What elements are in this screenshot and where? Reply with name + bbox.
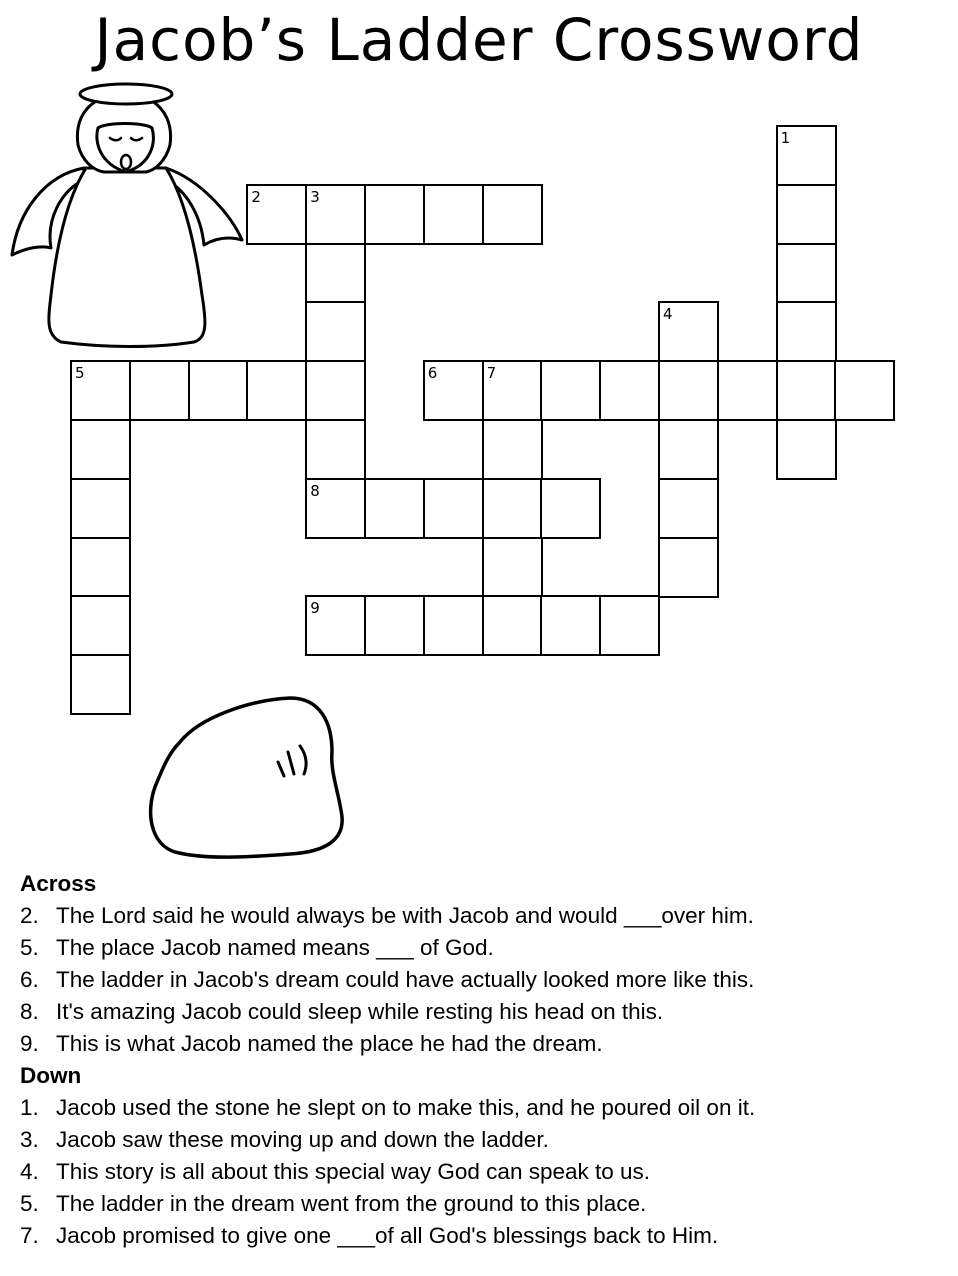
crossword-cell[interactable]: [776, 360, 837, 421]
clue-text: The ladder in the dream went from the ground to this place.: [56, 1191, 647, 1216]
across-clue: [20, 932, 940, 964]
clue-text: This story is all about this special way God can speak to us.: [56, 1159, 651, 1184]
crossword-cell[interactable]: [776, 243, 837, 304]
crossword-cell[interactable]: [482, 360, 543, 421]
clue-number: 4: [663, 305, 673, 324]
crossword-cell[interactable]: [776, 125, 837, 186]
crossword-cell[interactable]: [658, 537, 719, 598]
crossword-cell[interactable]: [776, 301, 837, 362]
clue-text: Jacob used the stone he slept on to make this, and he poured oil on it.: [56, 1095, 756, 1120]
crossword-cell[interactable]: [364, 595, 425, 656]
clue-text: Jacob saw these moving up and down the ladder.: [56, 1127, 549, 1152]
clue-number-label: 5.: [20, 1191, 39, 1216]
clue-number: 1: [780, 129, 791, 147]
crossword-cell[interactable]: [540, 478, 601, 539]
crossword-cell[interactable]: [423, 184, 484, 245]
crossword-cell[interactable]: [70, 419, 131, 480]
clue-text: Jacob promised to give one ___of all God's blessings back to Him.: [56, 1223, 719, 1248]
crossword-cell[interactable]: [423, 595, 484, 656]
clue-text: This is what Jacob named the place he had the dream.: [56, 1031, 603, 1056]
down-clue: [20, 1156, 940, 1188]
clue-number: 6: [427, 364, 438, 383]
crossword-cell[interactable]: [364, 478, 425, 539]
crossword-cell[interactable]: [776, 184, 837, 245]
crossword-cell[interactable]: [70, 360, 131, 421]
down-clue: [20, 1188, 940, 1220]
clue-number-label: 4.: [20, 1159, 39, 1184]
clue-text: It's amazing Jacob could sleep while resting his head on this.: [56, 999, 664, 1024]
down-clue: [20, 1124, 940, 1156]
crossword-cell[interactable]: [599, 595, 660, 656]
crossword-cell[interactable]: [540, 360, 601, 421]
crossword-cell[interactable]: [129, 360, 190, 421]
down-clue: [20, 1092, 940, 1124]
clue-number: 7: [486, 364, 497, 383]
clue-number-label: 8.: [20, 999, 39, 1024]
clue-number-label: 2.: [20, 903, 39, 928]
crossword-cell[interactable]: [482, 184, 543, 245]
clue-text: The Lord said he would always be with Jacob and would ___over him.: [56, 903, 754, 928]
crossword-cell[interactable]: [658, 419, 719, 480]
clue-number-label: 6.: [20, 967, 39, 992]
crossword-cell[interactable]: [246, 184, 307, 245]
down-heading: Down: [20, 1063, 82, 1088]
crossword-cell[interactable]: [717, 360, 778, 421]
crossword-cell[interactable]: [423, 360, 484, 421]
crossword-cell[interactable]: [540, 595, 601, 656]
crossword-cell[interactable]: [70, 654, 131, 715]
crossword-cell[interactable]: [305, 360, 366, 421]
across-clue: [20, 996, 940, 1028]
crossword-cell[interactable]: [305, 243, 366, 304]
crossword-cell[interactable]: [246, 360, 307, 421]
clues-section: [20, 868, 940, 1252]
clue-number-label: 9.: [20, 1031, 39, 1056]
across-clue: [20, 1028, 940, 1060]
crossword-cell[interactable]: [364, 184, 425, 245]
clue-number-label: 7.: [20, 1223, 39, 1248]
clue-number-label: 1.: [20, 1095, 39, 1120]
clue-number: 8: [310, 481, 320, 500]
crossword-cell[interactable]: [599, 360, 660, 421]
clue-text: The ladder in Jacob's dream could have actually looked more like this.: [56, 967, 755, 992]
crossword-cell[interactable]: [834, 360, 895, 421]
clue-number: 5: [75, 364, 85, 383]
clue-number: 3: [310, 187, 320, 206]
crossword-cell[interactable]: [482, 595, 543, 656]
crossword-cell[interactable]: [305, 478, 366, 539]
across-heading: Across: [20, 871, 97, 896]
crossword-cell[interactable]: [70, 595, 131, 656]
down-clue-list: [20, 1092, 940, 1252]
crossword-cell[interactable]: [188, 360, 249, 421]
crossword-cell[interactable]: [482, 478, 543, 539]
crossword-cell[interactable]: [305, 419, 366, 480]
across-clue: [20, 900, 940, 932]
crossword-cell[interactable]: [70, 478, 131, 539]
crossword-cell[interactable]: [482, 537, 543, 598]
crossword-cell[interactable]: [776, 419, 837, 480]
crossword-cell[interactable]: [658, 478, 719, 539]
crossword-cell[interactable]: [423, 478, 484, 539]
crossword-cell[interactable]: [305, 301, 366, 362]
crossword-cell[interactable]: [70, 537, 131, 598]
crossword-cell[interactable]: [658, 360, 719, 421]
crossword-cell[interactable]: [658, 301, 719, 362]
crossword-cell[interactable]: [305, 595, 366, 656]
clue-number: 9: [310, 599, 320, 618]
clue-text: The place Jacob named means ___ of God.: [56, 935, 494, 960]
crossword-cell[interactable]: [305, 184, 366, 245]
across-clue-list: [20, 900, 940, 1060]
clue-number-label: 5.: [20, 935, 39, 960]
page-title: Jacob’s Ladder Crossword: [94, 6, 864, 74]
down-clue: [20, 1220, 940, 1252]
clue-number-label: 3.: [20, 1127, 39, 1152]
across-clue: [20, 964, 940, 996]
crossword-cell[interactable]: [482, 419, 543, 480]
clue-number: 2: [251, 187, 261, 206]
